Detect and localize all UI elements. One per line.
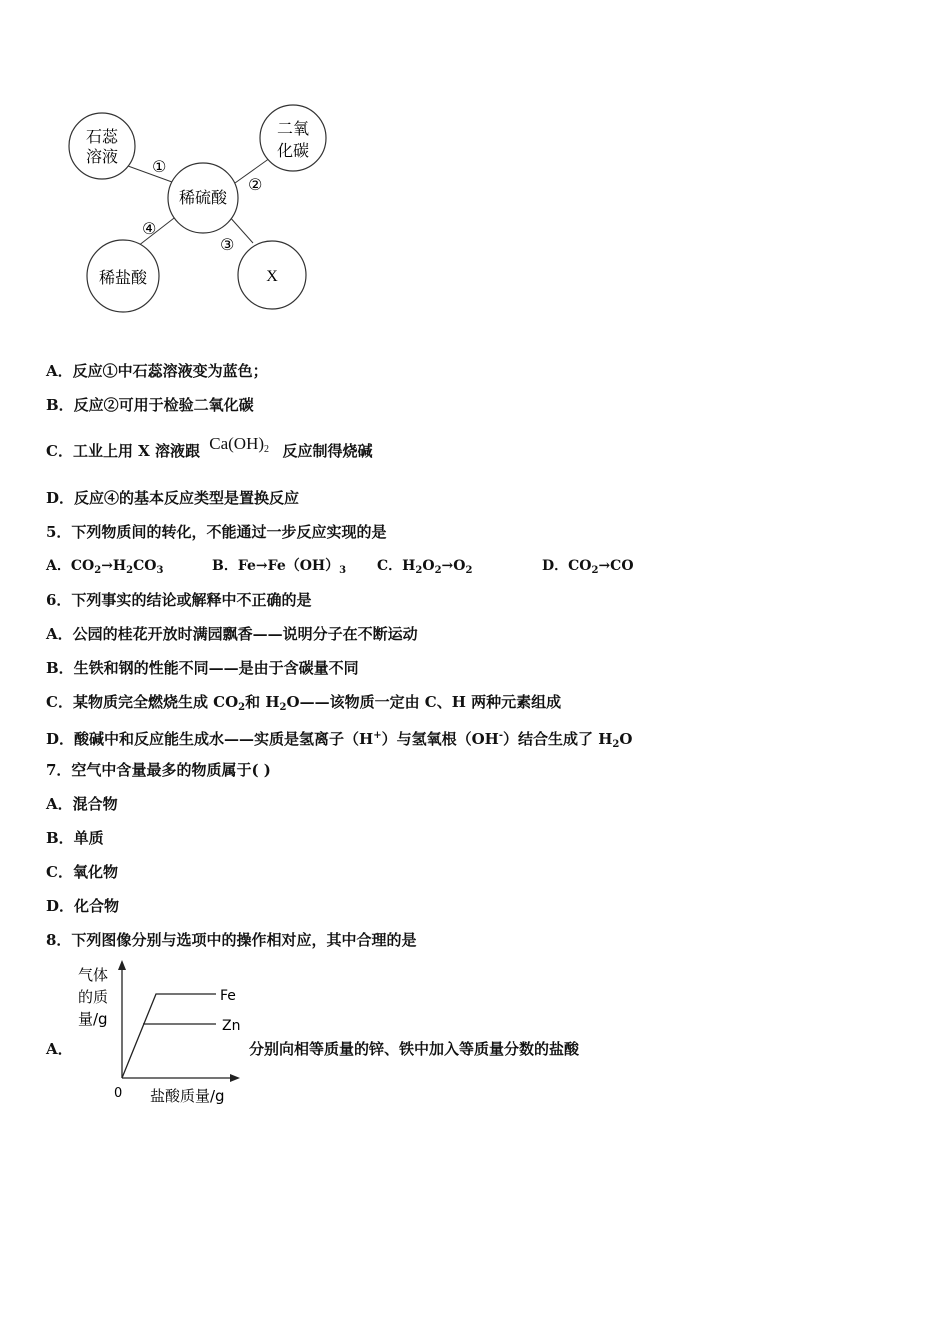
q6-d-sup2: - (498, 730, 503, 741)
mark-4: ④ (142, 219, 157, 238)
node-hcl-label: 稀盐酸 (98, 268, 148, 287)
graph-ylabel-2: 的质 (78, 988, 109, 1006)
q6-option-c (46, 692, 561, 718)
node-sulfuric-acid-label: 稀硫酸 (178, 188, 228, 207)
q5-d-post: →CO (598, 558, 634, 574)
q7-option-d: D．化合物 (46, 897, 120, 915)
q5-c-mid: O (422, 558, 435, 574)
mark-1: ① (152, 157, 167, 176)
q5-c-label: C． (377, 558, 403, 574)
q6-d-mid2: ）结合生成了 H (502, 730, 613, 748)
q4-option-c-formula (209, 434, 269, 460)
q6-c-mid: 和 H (245, 693, 280, 711)
q8-stem: 8．下列图像分别与选项中的操作相对应，其中合理的是 (46, 931, 417, 949)
q7-option-b: B．单质 (46, 829, 104, 847)
q4-formula-text: Ca(OH) (209, 434, 265, 453)
q5-d-label: D． (542, 558, 569, 574)
q5-a-label: A． (46, 558, 71, 574)
q7-option-c: C．氧化物 (46, 863, 118, 881)
node-co2 (260, 105, 326, 171)
q5-option-b (212, 556, 377, 581)
q7-option-a: A．混合物 (46, 795, 118, 813)
q6-c-post: O——该物质一定由 C、H 两种元素组成 (286, 693, 562, 711)
q6-c-sub1: 2 (238, 702, 246, 713)
graph-fe-label: Fe (220, 988, 236, 1004)
q6-d-sub: 2 (612, 739, 620, 750)
node-litmus-line1: 石蕊 (85, 127, 119, 146)
q6-c-pre: C．某物质完全燃烧生成 CO (46, 693, 239, 711)
q6-d-mid: ）与氢氧根（OH (381, 730, 499, 748)
graph-zn-label: Zn (222, 1018, 241, 1034)
q5-c-sub2: 2 (434, 565, 442, 576)
q6-d-post: O (619, 730, 633, 748)
q8-graph-a (70, 958, 250, 1108)
q4-option-d: D．反应④的基本反应类型是置换反应 (46, 489, 300, 507)
node-litmus (69, 113, 135, 179)
mark-3: ③ (220, 235, 235, 254)
q5-b-text: Fe→Fe（OH） (237, 558, 340, 574)
q5-a-to-sub1: 2 (126, 565, 134, 576)
q6-d-pre: D．酸碱中和反应能生成水——实质是氢离子（H (46, 730, 374, 748)
q4-option-c (46, 434, 373, 461)
q5-c-sub3: 2 (465, 565, 473, 576)
q5-c-sub1: 2 (415, 565, 423, 576)
graph-ylabel-3: 量/g (78, 1010, 108, 1028)
q8-option-a-text: 分别向相等质量的锌、铁中加入等质量分数的盐酸 (249, 1040, 580, 1058)
graph-y-arrow (118, 960, 126, 970)
q5-c-arrow: →O (441, 558, 466, 574)
graph-x-arrow (230, 1074, 240, 1082)
q5-stem: 5．下列物质间的转化，不能通过一步反应实现的是 (46, 523, 387, 541)
q5-option-c (377, 556, 542, 581)
q5-a-to-sub2: 3 (156, 565, 164, 576)
q5-option-a (46, 556, 212, 581)
graph-xlabel: 盐酸质量/g (150, 1087, 225, 1105)
q4-formula-sub: 2 (264, 444, 270, 455)
q5-options (46, 556, 634, 581)
mark-2: ② (248, 175, 263, 194)
q4-option-b: B．反应②可用于检验二氧化碳 (46, 396, 254, 414)
fe-curve (122, 994, 216, 1078)
q6-stem: 6．下列事实的结论或解释中不正确的是 (46, 591, 312, 609)
q7-stem: 7．空气中含量最多的物质属于( ) (46, 761, 271, 779)
q5-option-d (542, 556, 634, 581)
q5-d-pre: CO (568, 558, 592, 574)
q5-b-label: B． (212, 558, 238, 574)
q5-c-pre: H (402, 558, 416, 574)
q5-a-arrow: → (101, 558, 113, 574)
node-litmus-line2: 溶液 (85, 147, 119, 166)
q6-option-b: B．生铁和钢的性能不同——是由于含碳量不同 (46, 659, 359, 677)
q5-a-from-sub: 2 (94, 565, 102, 576)
reaction-diagram (60, 98, 360, 318)
graph-origin: 0 (114, 1086, 123, 1101)
q6-c-sub2: 2 (279, 702, 287, 713)
q6-option-a: A．公园的桂花开放时满园飘香——说明分子在不断运动 (46, 625, 418, 643)
q4-option-c-pre: C．工业上用 X 溶液跟 (46, 442, 201, 460)
q4-option-c-post: 反应制得烧碱 (282, 442, 373, 460)
q4-option-a: A．反应①中石蕊溶液变为蓝色； (46, 362, 268, 380)
q5-a-to-pre: H (112, 558, 127, 574)
q5-a-to-mid: CO (133, 558, 157, 574)
q5-d-sub: 2 (591, 565, 599, 576)
node-co2-line2: 化碳 (276, 141, 310, 160)
node-x-label: X (266, 268, 278, 285)
node-co2-line1: 二氧 (276, 119, 310, 138)
q8-option-a-label: A． (46, 1040, 73, 1058)
graph-ylabel-1: 气体 (78, 966, 109, 984)
q5-a-from: CO (70, 558, 95, 574)
q6-d-sup1: + (373, 730, 382, 741)
q5-b-sub: 3 (339, 565, 347, 576)
q6-option-d (46, 726, 632, 755)
